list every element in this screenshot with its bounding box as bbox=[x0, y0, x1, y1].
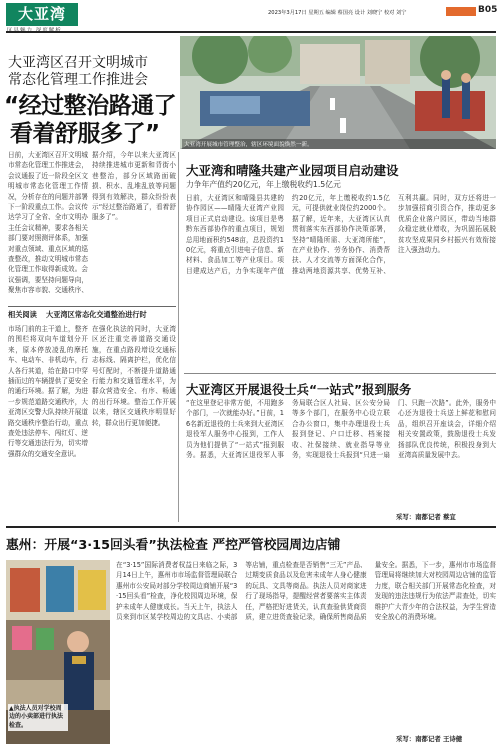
article2-title: 大亚湾和晴隆共建产业园项目启动建设 bbox=[186, 163, 399, 178]
bottom-top-rule bbox=[6, 526, 496, 528]
bottom-byline: 采写：南都记者 王诗健 bbox=[396, 735, 463, 743]
newspaper-logo: 大亚湾 bbox=[6, 3, 78, 26]
related-tag: 相关阅读 bbox=[8, 310, 37, 319]
bottom-photo-caption: ▲执法人员对学校周边的小卖部进行执法检查。 bbox=[8, 704, 68, 731]
related-rule bbox=[8, 306, 176, 307]
article3-byline: 采写：南都记者 蔡宜 bbox=[396, 513, 456, 521]
section-bar bbox=[446, 7, 476, 16]
lead-title-line2: 常态化管理工作推进会 bbox=[8, 72, 148, 88]
article3-title: 大亚湾区开展退役士兵“一站式”报到服务 bbox=[186, 383, 412, 397]
related-body-col2: 在强化执法的同时，大亚湾区还注重完善道路交通设施，在重点路段增设交通标志标线、隔离护栏，优化信号灯配时，不断提升道路通行能力和交通管理水平，为群众营造安全、有序、畅通的出行环境。整治工作开展以来，辖区交通秩序明显好转，群众出行更加便捷。 bbox=[92, 325, 176, 427]
column-divider bbox=[178, 152, 179, 522]
bottom-body: 在“3·15”国际消费者权益日来临之际，3月14日上午，惠州市市场监督管理局联合惠州市公安局对部分学校周边商铺开展“3·15回头看”检查，净化校园周边环境，保护未成年人健康成长。当天上午，执法人员来到市区某学校周边的文具店、小卖部等店铺，重点检查是否销售“三无”产品、过期变质食品以及危害未成年人身心健康的玩具、文具等商品。执法人员对商家进行了现场指导，提醒经营者要落实主体责任，严格把好进货关，认真查验供货商资质，建立进货查验记录，确保所售商品质量安全。据悉，下一步，惠州市市场监督管理局将继续加大对校园周边店铺的监管力度，联合相关部门开展常态化检查，对发现的违法违规行为依法严肃查处，切实维护广大青少年的合法权益，为学生营造安全放心的消费环境。 bbox=[116, 561, 496, 622]
lead-photo bbox=[180, 36, 496, 149]
lead-body-col2: 据介绍，今年以来大亚湾区持续推进城市更新和背街小巷整治，部分区域路面破损、积水、乱堆乱放等问题得到有效解决，群众纷纷表示“经过整治路通了，看着舒服多了”。 bbox=[92, 151, 176, 222]
lead-body-col1: 日前，大亚湾区召开文明城市常态化管理工作推进会，会议通报了近一阶段全区文明城市常态化管理工作情况，分析存在的问题并部署下一阶段重点工作。会议传达学习了全省、全市文明办主任会议精神，要求各相关部门要对照测评体系，加强对重点领域、重点区域的巡查整改，推动文明城市常态化管理工作取得新成效。会议强调，要坚持问题导向，聚焦市容市貌、交通秩序、 bbox=[8, 151, 88, 295]
article3-body: “在这里登记非常方便，不用跑多个部门，一次就能办好。”日前，16名新近退役的士兵来到大亚湾区退役军人服务中心报到，工作人员为他们提供了“一站式”报到服务。据悉，大亚湾区退役军人事务局联合区人社局、区公安分局等多个部门，在服务中心设立联合办公窗口，集中办理退役士兵报到登记、户口迁移、档案接收、社保接续、就业指导等业务，实现退役士兵报到“只进一扇门、只跑一次路”。此外，服务中心还为退役士兵送上鲜花和慰问品，组织召开座谈会，详细介绍相关安置政策，鼓励退役士兵发扬部队优良传统，积极投身到大亚湾高质量发展中去。 bbox=[186, 399, 496, 460]
lead-photo-caption: 大亚湾开展城市管理整治，辖区环境面貌焕然一新。 bbox=[182, 139, 496, 149]
masthead-rule bbox=[6, 31, 496, 33]
related-title: 大亚湾区常态化交通整治进行时 bbox=[46, 310, 147, 319]
lead-title-line1: 大亚湾区召开文明城市 bbox=[8, 55, 148, 71]
lead-big-title-line1: “经过整治路通了 bbox=[4, 93, 177, 119]
article2-subtitle: 力争年产值约20亿元，年上缴税收约1.5亿元 bbox=[186, 180, 341, 189]
bottom-title: 惠州：开展“3·15回头看”执法检查 严控严管校园周边店铺 bbox=[6, 538, 341, 553]
lead-big-title-line2: 看着舒服多了” bbox=[10, 121, 160, 147]
article2-body: 日前，大亚湾区和晴隆县共建的协作园区——晴隆大亚湾产业园项目正式启动建设。该项目是粤黔东西部协作的重点项目，规划总用地面积约548亩，总投资约10亿元，将重点引进电子信息、新材料、食品加工等产业项目。项目建成达产后，力争实现年产值约20亿元，年上缴税收约1.5亿元，可提供就业岗位约2000个。据了解，近年来，大亚湾区认真贯彻落实东西部协作决策部署，坚持“晴隆所需、大亚湾所能”，在产业协作、劳务协作、消费帮扶、人才交流等方面深化合作，推动两地资源共享、优势互补、互利共赢。同时，双方还将进一步加强招商引资合作，推动更多优质企业落户园区，带动当地群众稳定就业增收，为巩固拓展脱贫攻坚成果同乡村振兴有效衔接注入强劲动力。 bbox=[186, 194, 496, 275]
article3-top-rule bbox=[184, 373, 496, 374]
masthead bbox=[6, 3, 496, 31]
page-number: B05 bbox=[478, 5, 498, 15]
related-body-col1: 市场门前的主干道上，整齐的围栏将双向车道划分开来，原本停放凌乱的摩托车、电动车、非机动车，行人各行其道，给在路口中穿插而过的车辆提供了更安全的通行环境。据了解，为进一步规范道路交通秩序，大亚湾区交警大队持续开展道路交通秩序整治行动，重点查处违法停车、闯红灯、逆行等交通违法行为，切实增强群众的交通安全意识。 bbox=[8, 325, 88, 458]
date-line: 2023年3月17日 星期五 编辑 蔡国亮 设计 刘晓宁 校对 刘宁 bbox=[268, 10, 407, 16]
